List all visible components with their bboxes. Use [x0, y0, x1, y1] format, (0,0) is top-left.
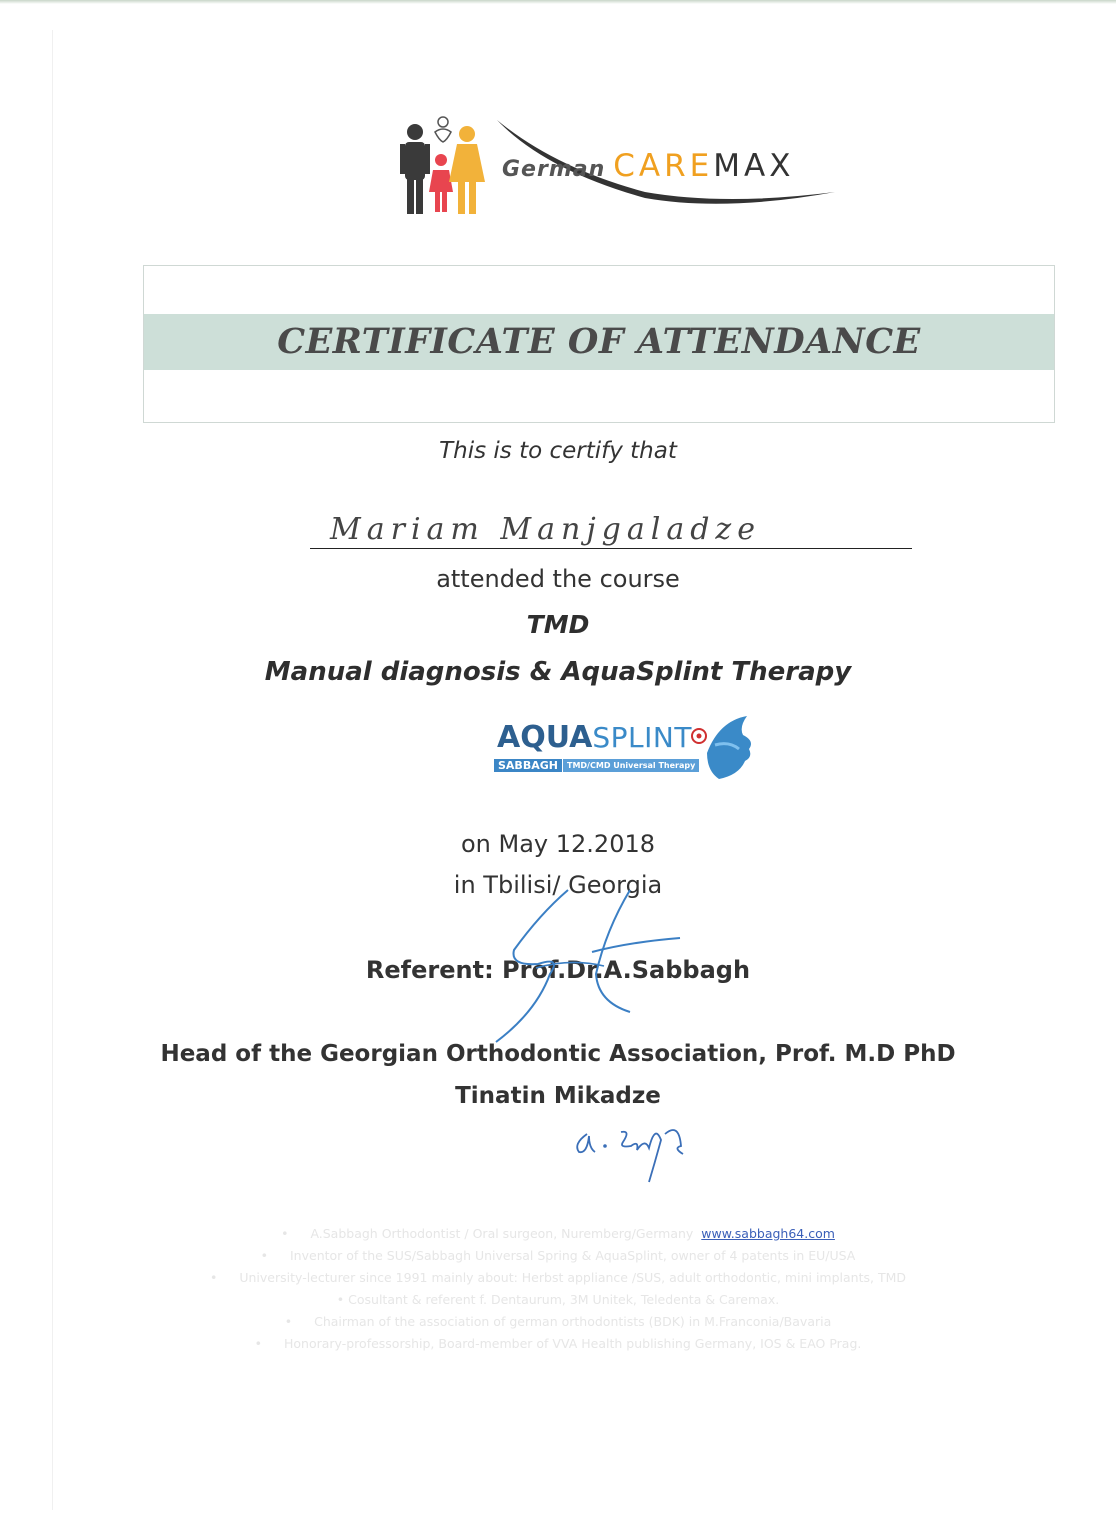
- footer-website-link[interactable]: www.sabbagh64.com: [701, 1226, 835, 1241]
- course-date: on May 12.2018: [460, 830, 655, 858]
- name-underline: [310, 548, 912, 549]
- referent: Referent: Prof.Dr.A.Sabbagh: [365, 956, 751, 984]
- referent-signature: [480, 872, 700, 1047]
- footer-line-6-text: Honorary-professorship, Board-member of VVA Health publishing Germany, IOS & EAO Prag.: [284, 1336, 862, 1351]
- course-code: TMD: [526, 610, 590, 639]
- footer-line-1-text: A.Sabbagh Orthodontist / Oral surgeon, Nuremberg/Germany: [310, 1226, 694, 1241]
- footer-line-4-text: Cosultant & referent f. Dentaurum, 3M Unitek, Teledenta & Caremax.: [348, 1292, 780, 1307]
- footer-line-3-text: University-lecturer since 1991 mainly about: Herbst appliance /SUS, adult orthodontic, mini implants, TMD: [239, 1270, 906, 1285]
- footer-line-1: • A.Sabbagh Orthodontist / Oral surgeon, Nuremberg/Germany www.sabbagh64.com: [281, 1226, 835, 1241]
- caremax-logo-text: [502, 148, 794, 184]
- scan-edge-left: [52, 30, 53, 1510]
- aqua-label: AQUA: [497, 720, 593, 755]
- scan-edge-top: [0, 0, 1116, 4]
- certify-text: This is to certify that: [439, 438, 677, 464]
- footer-line-4: • Cosultant & referent f. Dentaurum, 3M Unitek, Teledenta & Caremax.: [336, 1292, 780, 1307]
- sabbagh-badge: SABBAGH: [494, 759, 562, 772]
- aqua-tagline: TMD/CMD Universal Therapy: [563, 759, 699, 772]
- course-place: in Tbilisi/ Georgia: [453, 871, 663, 899]
- footer-line-3: • University-lecturer since 1991 mainly about: Herbst appliance /SUS, adult orthodontic, mini implants, TMD: [209, 1270, 906, 1285]
- head-name: Tinatin Mikadze: [455, 1083, 661, 1109]
- logo-german: German: [502, 157, 606, 182]
- recipient-name: Mariam Manjgaladze: [330, 512, 761, 547]
- footer-line-2-text: Inventor of the SUS/Sabbagh Universal Spring & AquaSplint, owner of 4 patents in EU/USA: [290, 1248, 856, 1263]
- splint-label: SPLINT: [592, 721, 692, 754]
- certificate-title: CERTIFICATE OF ATTENDANCE: [277, 321, 921, 362]
- head-signature: [565, 1118, 705, 1188]
- footer-line-6: • Honorary-professorship, Board-member of VVA Health publishing Germany, IOS & EAO Prag.: [254, 1336, 862, 1351]
- logo-max: MAX: [713, 148, 795, 184]
- logo-care: CARE: [613, 148, 714, 184]
- footer-line-5-text: Chairman of the association of german orthodontists (BDK) in M.Franconia/Bavaria: [314, 1314, 832, 1329]
- association-head: Head of the Georgian Orthodontic Association, Prof. M.D PhD: [160, 1041, 956, 1067]
- course-name: Manual diagnosis & AquaSplint Therapy: [264, 657, 852, 687]
- aquasplint-wordmark: [497, 720, 692, 755]
- footer-line-5: • Chairman of the association of german orthodontists (BDK) in M.Franconia/Bavaria: [284, 1314, 832, 1329]
- footer-line-2: • Inventor of the SUS/Sabbagh Universal Spring & AquaSplint, owner of 4 patents in EU/USA: [260, 1248, 856, 1263]
- attended-text: attended the course: [436, 565, 680, 593]
